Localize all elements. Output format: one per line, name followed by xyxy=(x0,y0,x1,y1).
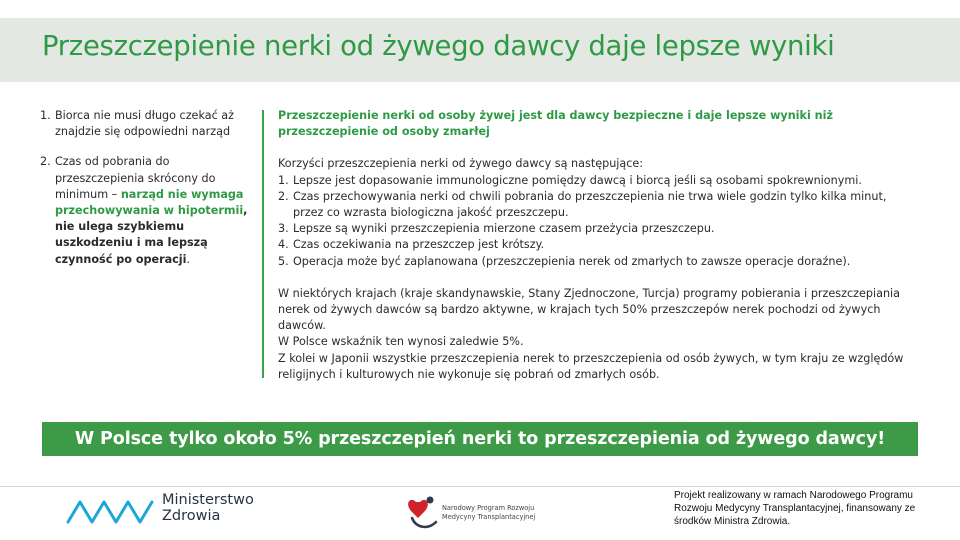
left-column xyxy=(40,108,252,282)
benefit-item xyxy=(278,173,918,189)
benefits-list xyxy=(278,173,918,270)
left-item-2-highlight: narząd nie wymaga przechowywania w hipotermii xyxy=(55,187,244,218)
benefit-item xyxy=(278,189,918,221)
benefit-text: Lepsze jest dopasowanie immunologiczne pomiędzy dawcą i biorcą jeśli są osobami spokrewnionymi. xyxy=(293,173,862,187)
benefit-item xyxy=(278,254,918,270)
japan-paragraph: Z kolei w Japonii wszystkie przeszczepienia nerek to przeszczepienia od osób żywych, w tym kraju ze względów religijnych i kulturowych nie wykonuje się pobrań od zmarłych osób. xyxy=(278,351,904,381)
list-number: 2. xyxy=(40,155,51,169)
list-number: 4. xyxy=(278,238,289,252)
program-line-1: Narodowy Program Rozwoju xyxy=(442,504,535,512)
benefit-text: Operacja może być zaplanowana (przeszczepienia nerek od zmarłych to zawsze operacje doraźne). xyxy=(293,254,851,268)
list-number: 3. xyxy=(278,222,289,236)
poland-paragraph: W Polsce wskaźnik ten wynosi zaledwie 5%. xyxy=(278,335,524,349)
ministry-name xyxy=(162,492,254,524)
footer-separator xyxy=(0,486,960,487)
benefit-item xyxy=(278,221,918,237)
list-number: 1. xyxy=(278,173,289,187)
highlight-banner xyxy=(42,422,918,456)
list-number: 5. xyxy=(278,254,289,268)
benefits-heading: Korzyści przeszczepienia nerki od żywego dawcy są następujące: xyxy=(278,157,644,171)
heart-icon xyxy=(408,500,428,518)
funding-note: Projekt realizowany w ramach Narodowego Programu Rozwoju Medycyny Transplantacyjnej, finansowany ze środków Ministra Zdrowia. xyxy=(674,490,916,527)
left-item-2-text-a: Czas od pobrania do przeszczepienia skrócony do minimum – xyxy=(55,155,216,201)
program-name xyxy=(442,504,535,522)
person-body-icon xyxy=(412,518,436,527)
person-head-icon xyxy=(427,497,434,504)
countries-paragraph: W niektórych krajach (kraje skandynawskie, Stany Zjednoczone, Turcja) programy pobierania i przeszczepiania nerek od żywych dawców są bardzo aktywne, w krajach tych 50% przeszczepów nerek pochodzi od żywych dawców. xyxy=(278,286,901,333)
ministry-line-1: Ministerstwo xyxy=(162,492,254,508)
benefit-text: Czas przechowywania nerki od chwili pobrania do przeszczepienia nie trwa wiele godzin tylko kilka minut, przez co wzrasta biologiczna jakość przeszczepu. xyxy=(293,189,887,220)
left-list-item-2 xyxy=(40,154,252,267)
benefit-text: Czas oczekiwania na przeszczep jest krótszy. xyxy=(293,238,545,252)
spacer xyxy=(278,270,918,286)
left-item-1-text: Biorca nie musi długo czekać aż znajdzie się odpowiedni narząd xyxy=(55,109,235,139)
left-item-2-text-c: , nie ulega szybkiemu uszkodzeniu i ma lepszą czynność po operacji xyxy=(55,204,248,266)
intro-text: Przeszczepienie nerki od osoby żywej jest dla dawcy bezpieczne i daje lepsze wyniki niż przeszczepienie od osoby zmarłej xyxy=(278,109,833,139)
right-column xyxy=(278,108,918,383)
program-line-2: Medycyny Transplantacyjnej xyxy=(442,513,536,521)
left-list xyxy=(40,108,252,268)
banner-text: W Polsce tylko około 5% przeszczepień nerki to przeszczepienia od żywego dawcy! xyxy=(74,429,886,449)
ministry-line-2: Zdrowia xyxy=(162,508,221,524)
left-list-item-1 xyxy=(40,108,252,140)
list-number: 1. xyxy=(40,109,51,122)
benefit-text: Lepsze są wyniki przeszczepienia mierzone czasem przeżycia przeszczepu. xyxy=(293,222,715,236)
left-item-2-text-d: . xyxy=(186,252,191,266)
list-number: 2. xyxy=(278,189,289,203)
benefit-item xyxy=(278,237,918,253)
page-title: Przeszczepienie nerki od żywego dawcy daje lepsze wyniki xyxy=(42,30,835,62)
ministry-logo-mark xyxy=(68,502,152,522)
column-divider xyxy=(262,110,264,378)
